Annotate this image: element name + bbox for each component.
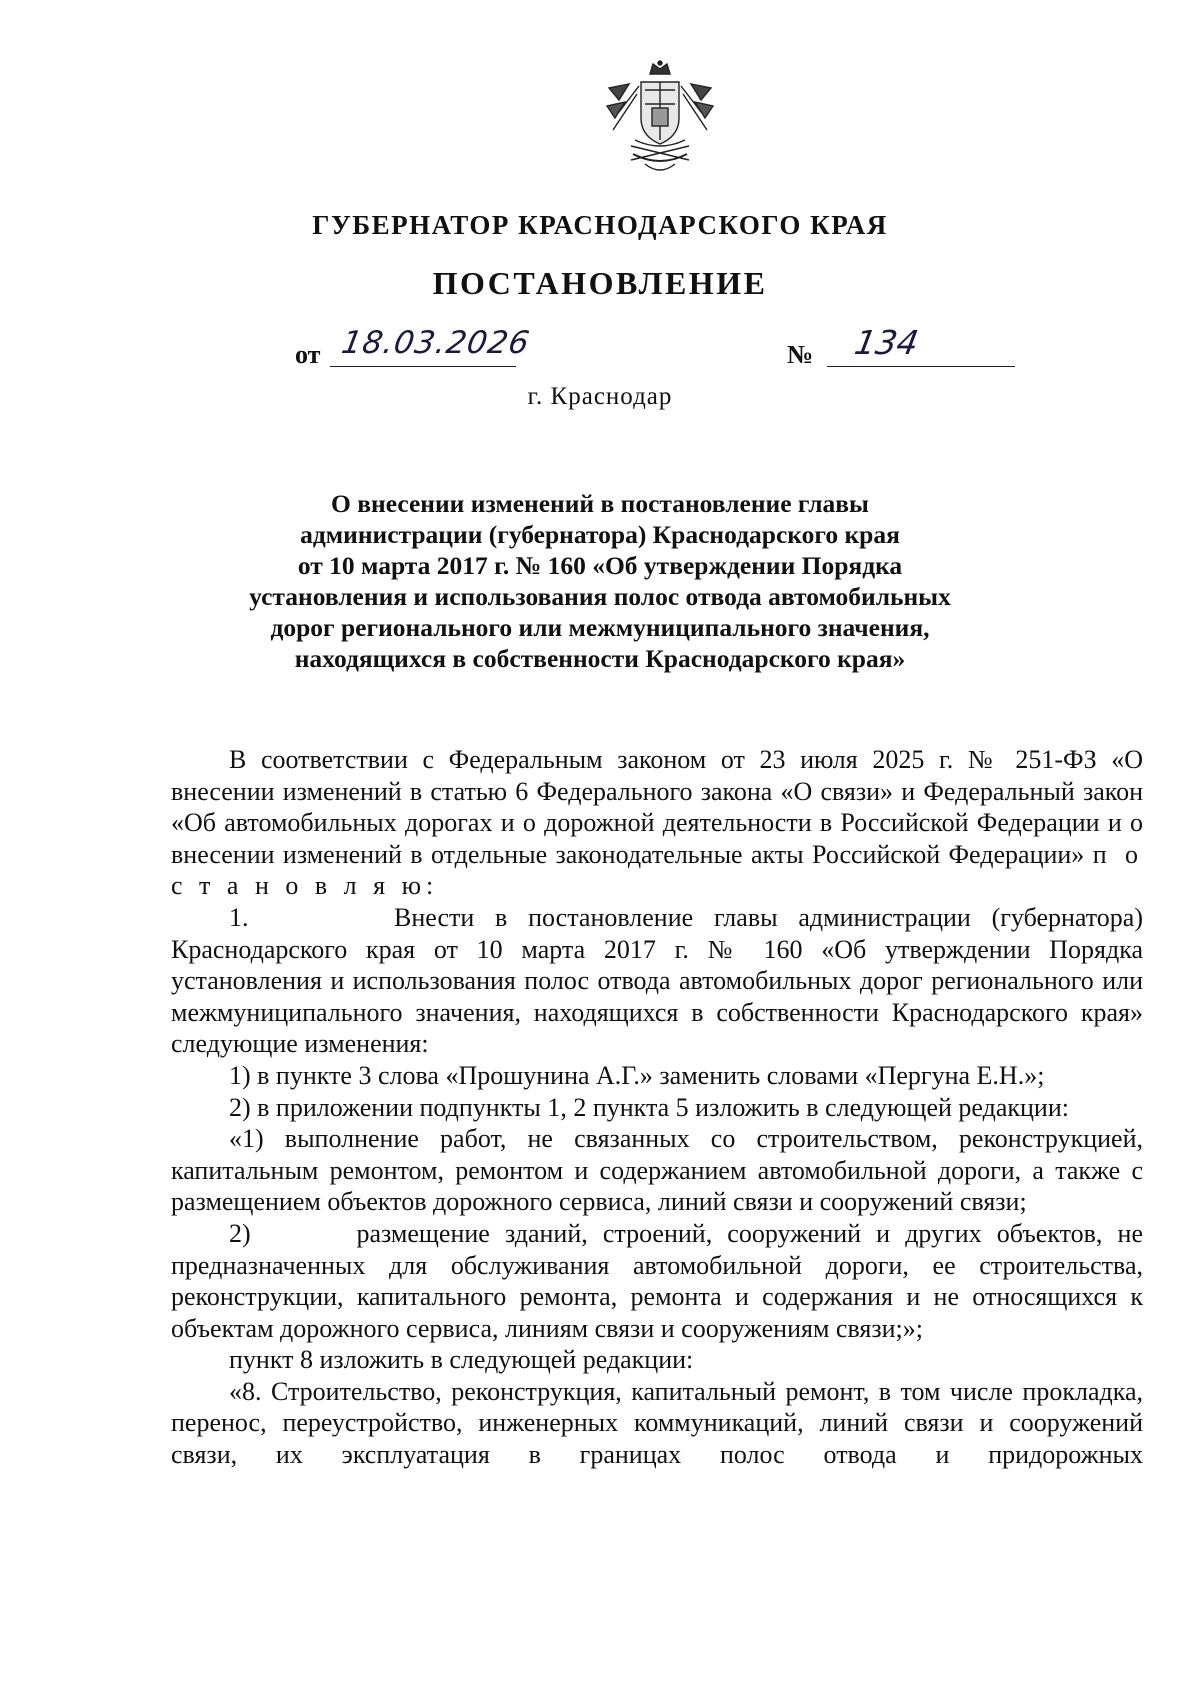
item-1-number: 1. <box>229 902 249 932</box>
handwritten-number: 134 <box>851 323 922 362</box>
title-line: дорог регионального или межмуниципального значения, <box>270 613 930 642</box>
item-1-paragraph <box>171 902 1143 1060</box>
quote-2-number: 2) <box>229 1218 251 1248</box>
preamble-keyword: п о с т а н о в л я ю: <box>171 839 1144 901</box>
title-line: О внесении изменений в постановление главы <box>331 489 869 518</box>
title-line: установления и использования полос отвода автомобильных <box>249 582 951 611</box>
city-label: г. Краснодар <box>527 383 673 410</box>
document-title <box>200 488 1000 674</box>
number-underline <box>827 366 1015 367</box>
document-body <box>171 744 1143 1471</box>
date-underline <box>330 366 516 367</box>
point-8-paragraph: «8. Строительство, реконструкция, капитальный ремонт, в том числе прокладка, перенос, переустройство, инженерных коммуникаций, линий связи и сооружений связи, их эксплуатация в границах полос отвода и придорожных <box>171 1376 1143 1470</box>
quote-2-text: размещение зданий, строений, сооружений и других объектов, не предназначенных для обслуживания автомобильной дороги, ее строительства, реконструкции, капитального ремонта, ремонта и содержания и не относящихся к объектам дорожного сервиса, линиям связи и сооружениям связи;»; <box>171 1218 1143 1343</box>
quote-1-paragraph: «1) выполнение работ, не связанных со строительством, реконструкцией, капитальным ремонтом, ремонтом и содержанием автомобильной дороги, а также с размещением объектов дорожного сервиса, линий связи и сооружений связи; <box>171 1124 1143 1217</box>
document-type-heading: ПОСТАНОВЛЕНИЕ <box>432 265 768 301</box>
item-1-text: Внести в постановление главы администрации (губернатора) Краснодарского края от 10 марта 2017 г. № 160 «Об утверждении Порядка установления и использования полос отвода автомобильных дорог регионального или межмуниципального значения, находящихся в собственности Краснодарского края» следующие изменения: <box>171 902 1144 1059</box>
preamble-paragraph <box>171 744 1143 902</box>
issuer-heading: ГУБЕРНАТОР КРАСНОДАРСКОГО КРАЯ <box>312 210 888 240</box>
subitem-1-paragraph: 1) в пункте 3 слова «Прошунина А.Г.» заменить словами «Пергуна Е.Н.»; <box>229 1060 1045 1090</box>
subitem-2-paragraph: 2) в приложении подпункты 1, 2 пункта 5 изложить в следующей редакции: <box>229 1092 1069 1122</box>
point-8-intro: пункт 8 изложить в следующей редакции: <box>229 1345 694 1375</box>
coat-of-arms-emblem <box>605 60 715 180</box>
number-prefix-label: № <box>787 340 814 369</box>
quote-2-paragraph <box>171 1218 1143 1344</box>
title-line: находящихся в собственности Краснодарского края» <box>294 644 906 673</box>
title-line: администрации (губернатора) Краснодарского края <box>300 520 900 549</box>
preamble-text: В соответствии с Федеральным законом от 23 июля 2025 г. № 251-ФЗ «О внесении изменений в статью 6 Федерального закона «О связи» и Федеральный закон «Об автомобильных дорогах и о дорожной деятельности в Российской Федерации и о внесении изменений в отдельные законодательные акты Российской Федерации» <box>171 745 1143 869</box>
title-line: от 10 марта 2017 г. № 160 «Об утверждении Порядка <box>297 551 903 580</box>
handwritten-date: 18.03.2026 <box>338 325 533 361</box>
date-prefix-label: от <box>295 340 321 369</box>
